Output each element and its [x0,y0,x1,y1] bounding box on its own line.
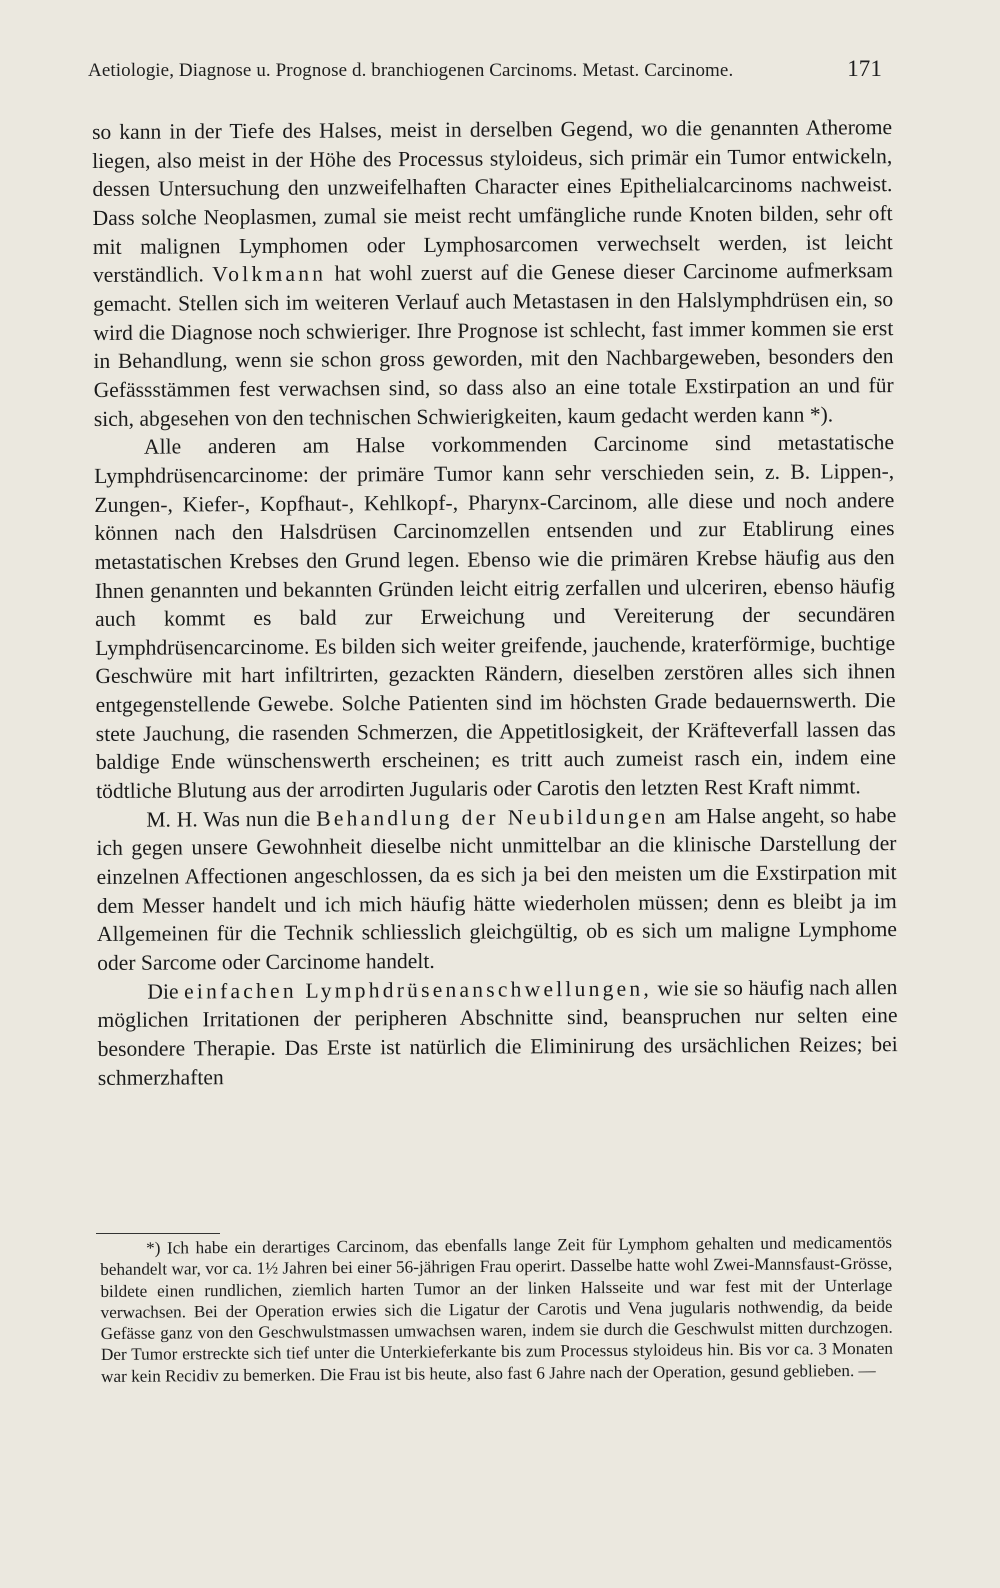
paragraph-3-part-b: am Halse angeht, so habe ich gegen unsere Gewohnheit dieselbe nicht unmittelbar an die klinische Darstellung der einzelnen Affectionen angeschlossen, da es sich ja bei den meisten um die Exstirpation mit dem Messer handelt und ich mich häufig hätte wiederholen müssen; denn es bleibt ja im Allgemeinen für die Technik schliesslich gleichgültig, ob es sich um maligne Lymphome oder Sarcome oder Carcinome handelt. [96,802,898,976]
body-text [92,113,898,1092]
footnote: *) Ich habe ein derartiges Carcinom, das ebenfalls lange Zeit für Lymphom gehalten und medicamentös behandelt war, vor ca. 1½ Jahren bei einer 56-jährigen Frau operirt. Dasselbe hatte wohl Zwei-Mannsfaust-Grösse, bildete einen rundlichen, ziemlich harten Tumor an der linken Halsseite und war fest mit der Unterlage verwachsen. Bei der Operation erwies sich die Ligatur der Carotis und Vena jugularis nothwendig, da beide Gefässe ganz von den Geschwulstmassen umwachsen waren, indem sie durch die Geschwulst mitten durchzogen. Der Tumor erstreckte sich tief unter die Unterkieferkante bis zum Processus styloideus hin. Bis vor ca. 3 Monaten war kein Recidiv zu bemerken. Die Frau ist bis heute, also fast 6 Jahre nach der Operation, gesund geblieben. — [100,1232,893,1386]
paragraph-1 [92,113,894,433]
paragraph-3 [96,801,897,978]
paragraph-4-part-a: Die [147,979,179,1004]
paragraph-3-part-a: M. H. Was nun die [146,806,311,832]
running-head [88,56,888,82]
author-name-volkmann: Volkmann [212,261,327,287]
paragraph-1-part-a: so kann in der Tiefe des Halses, meist in derselben Gegend, wo die genannten Atherome liegen, also meist in der Höhe des Processus styloideus, sich primär ein Tumor entwickeln, dessen Untersuchung den unzweifelhaften Character eines Epithelialcarcinoms nachweist. Dass solche Neoplasmen, zumal sie meist recht umfängliche runde Knoten bilden, sehr oft mit malignen Lymphomen oder Lymphosarcomen verwechselt werden, ist leicht verständlich. [92,115,893,288]
paragraph-4-part-b: wie sie so häufig nach allen möglichen Irritationen der peripheren Abschnitte sind, beanspruchen nur selten eine besondere Therapie. Das Erste ist natürlich die Eliminirung des ursächlichen Reizes; bei schmerzhaften [97,974,898,1090]
paragraph-2: Alle anderen am Halse vorkommenden Carcinome sind metastatische Lymphdrüsencarcinome: der primäre Tumor kann sehr verschieden sein, z. B. Lippen-, Zungen-, Kiefer-, Kopfhaut-, Kehlkopf-, Pharynx-Carcinom, alle diese und noch andere können nach den Halsdrüsen Carcinomzellen entsenden und zur Etablirung eines metastatischen Krebses den Grund legen. Ebenso wie die primären Krebse häufig aus den Ihnen genannten und bekannten Gründen leicht eitrig zerfallen und ulceriren, ebenso häufig auch kommt es bald zur Erweichung und Vereiterung der secundären Lymphdrüsencarcinome. Es bilden sich weiter greifende, jauchende, kraterförmige, buchtige Geschwüre mit hart infiltrirten, gezackten Rändern, dieselben zerstören alles sich ihnen entgegenstellende Gewebe. Solche Patienten sind im höchsten Grade bedauernswerth. Die stete Jauchung, die rasenden Schmerzen, die Appetitlosigkeit, der Kräfteverfall lassen das baldige Ende wünschenswerth erscheinen; es tritt auch zumeist rasch ein, indem eine tödtliche Blutung aus der arrodirten Jugularis oder Carotis den letzten Rest Kraft nimmt. [94,430,896,804]
footnote-divider [96,1233,220,1234]
emphasis-behandlung: Behandlung der Neubildungen [316,804,669,831]
paragraph-1-part-b: hat wohl zuerst auf die Genese dieser Carcinome aufmerksam gemacht. Stellen sich im weiteren Verlauf auch Metastasen in den Halslymphdrüsen ein, so wird die Diagnose noch schwieriger. Ihre Prognose ist schlecht, fast immer kommen sie erst in Behandlung, wenn sie schon gross geworden, mit den Nachbargeweben, besonders den Gefässstämmen fest verwachsen sind, so dass also an eine totale Exstirpation an und für sich, abgesehen von den technischen Schwierigkeiten, kaum gedacht werden kann *). [93,258,894,431]
emphasis-lymphdruesen: einfachen Lymphdrüsenanschwellungen, [183,976,653,1004]
paragraph-4 [97,973,898,1093]
running-head-title: Aetiologie, Diagnose u. Prognose d. branchiogenen Carcinoms. Metast. Carcinome. [88,60,734,81]
footnotes [100,1232,893,1387]
page-number: 171 [847,56,882,81]
